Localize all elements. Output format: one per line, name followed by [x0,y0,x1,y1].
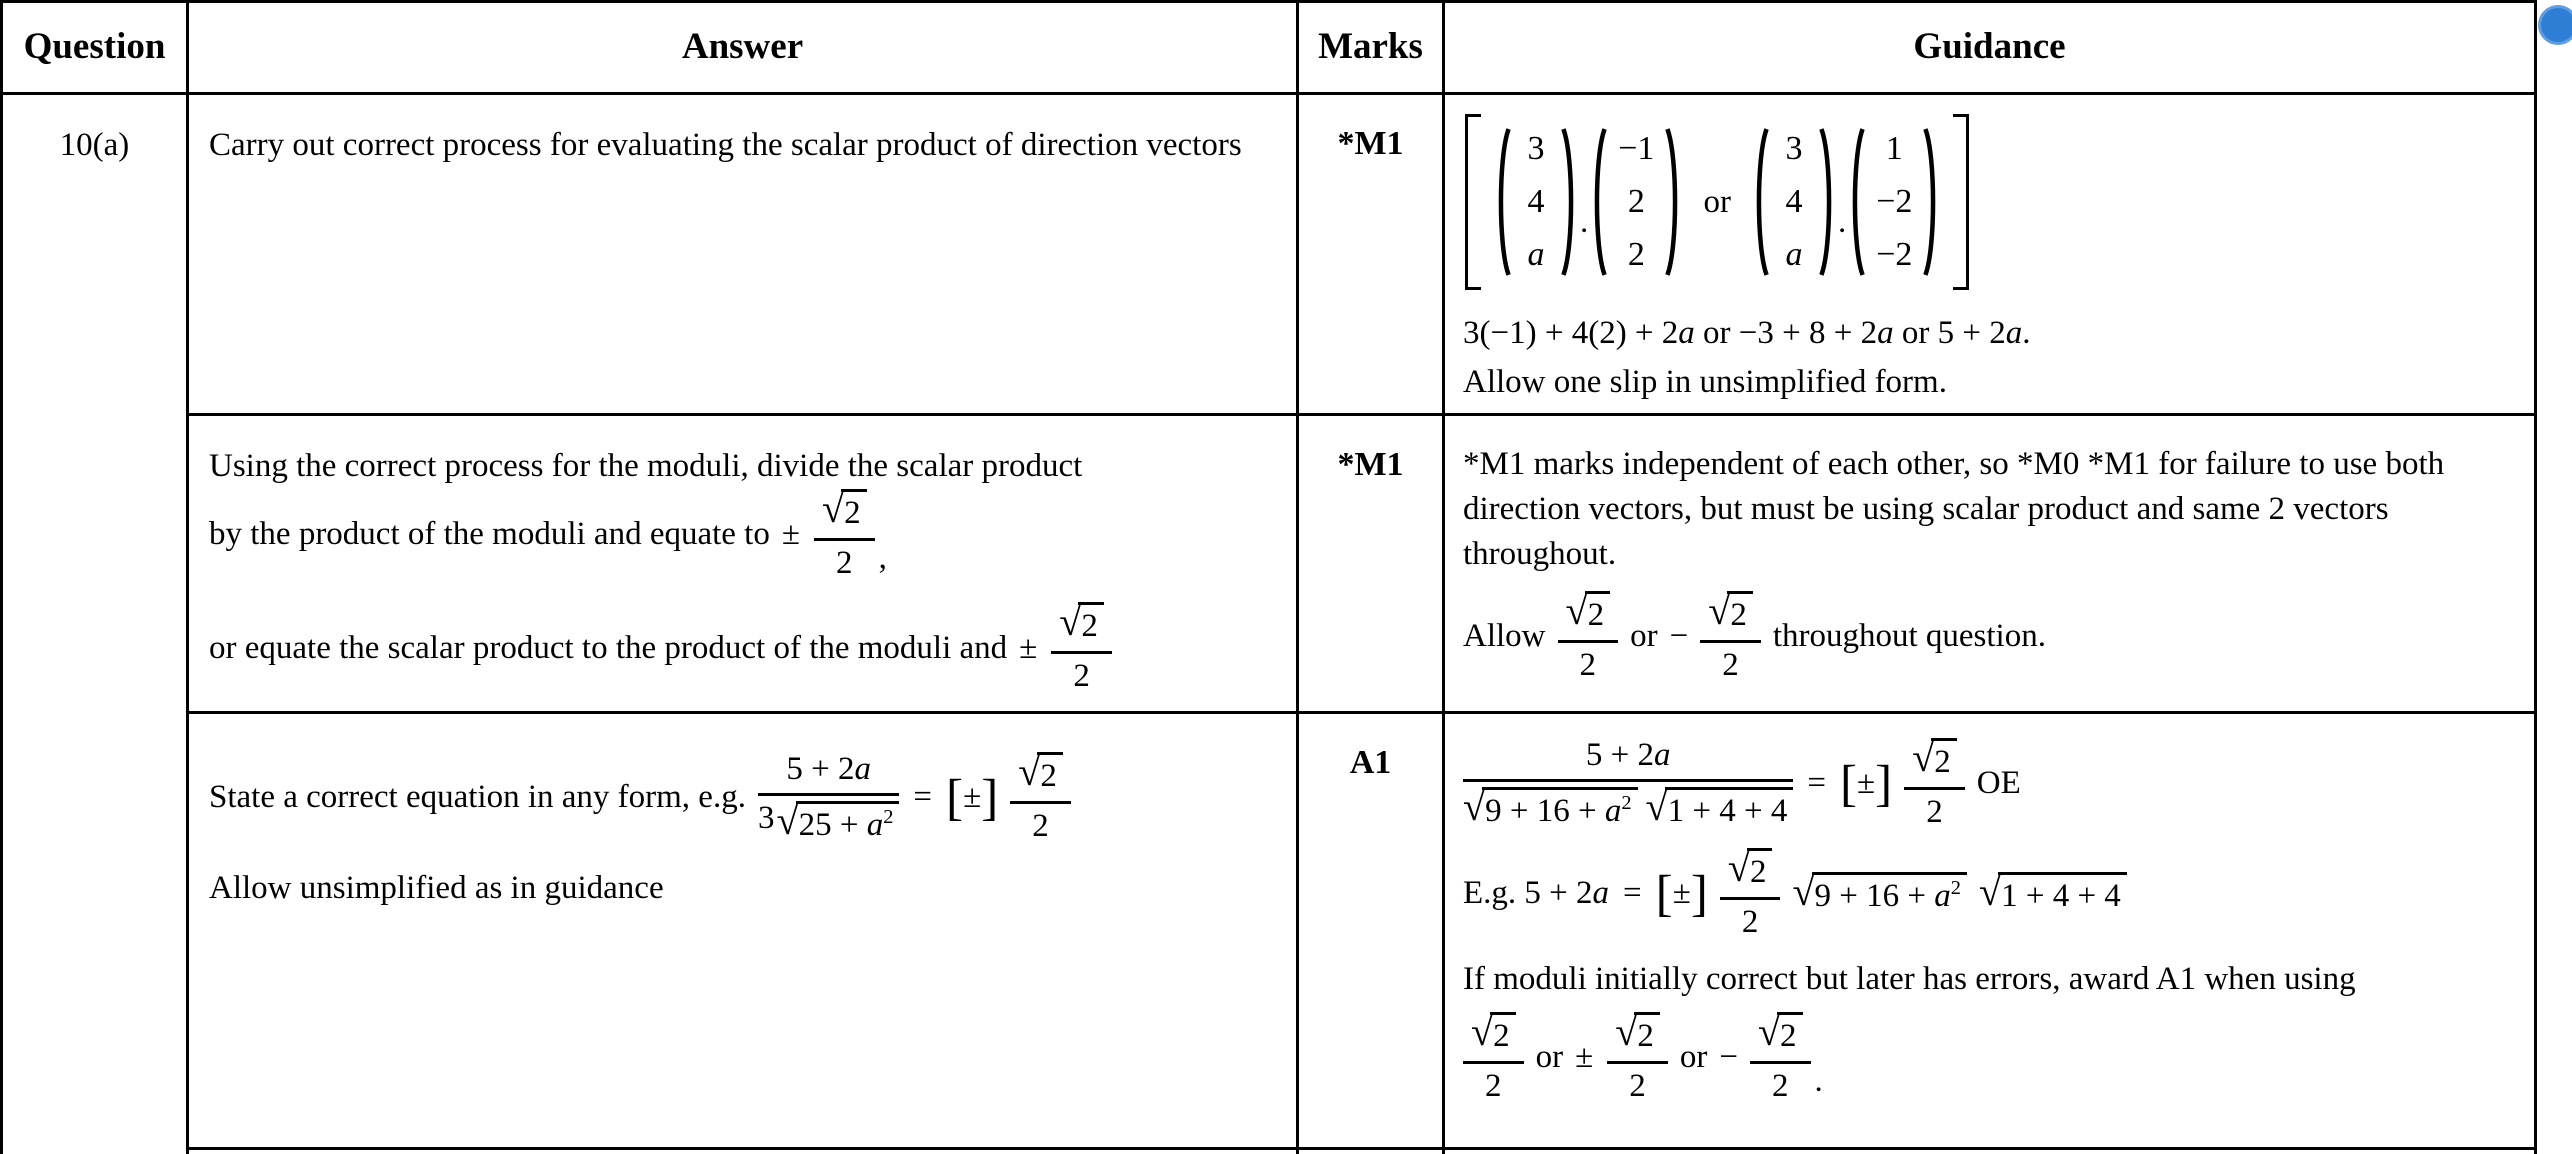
radicand: 2 [1490,1012,1516,1055]
vector-entry: a [1785,236,1803,273]
denominator: 2 [1926,793,1943,830]
radicand: 2 [1037,752,1063,795]
denominator: 2 [1741,903,1759,940]
optional-plus-minus [1655,864,1708,922]
sqrt-term [1792,868,1967,915]
math-part: a [866,806,884,843]
math-part: a [1934,877,1951,914]
equals-sign: = [1623,874,1642,911]
vector-entry: 2 [1627,236,1645,273]
vector-entries [1866,126,1922,278]
equals-sign: = [913,779,933,816]
row2-answer-cell [189,416,1299,714]
math-part: a [1592,874,1610,911]
radicand [1812,872,1967,915]
header-answer-label: Answer [681,26,804,68]
guidance-equation-1 [1463,735,2516,830]
period: . [1814,1062,1823,1099]
denominator: 2 [1032,807,1049,844]
row2-answer-line2 [209,485,1272,581]
bracket: [ [1840,755,1858,813]
vector-entries [1512,126,1560,278]
or-word: or [1630,617,1658,654]
vector-entry: a [1527,236,1545,273]
equation-fraction [1463,738,1793,830]
question-number: 10(a) [59,127,130,163]
radical-sign: √ [1792,868,1815,914]
exponent: 2 [1621,791,1632,814]
plus-minus-sign: ± [781,516,800,553]
right-paren-icon [1922,126,1939,278]
row3-marks-cell [1299,714,1445,1150]
vector-34a [1753,126,1835,278]
scalar-product-expression [1465,111,2516,293]
dot-product-1 [1495,126,1681,278]
sqrt2-over-2-fraction [1558,587,1619,683]
math-part: a [1877,315,1894,351]
radical-sign: √ [1471,1009,1494,1055]
header-answer [189,3,1299,95]
math-part: 9 + 16 + [1814,877,1935,914]
math-part: 3(−1) + 4(2) + 2 [1463,315,1679,351]
or-word: or [1535,1039,1564,1076]
plus-minus-sign: ± [1857,765,1876,802]
math-part: or 5 + 2 [1893,315,2006,351]
vector-entry: 4 [1785,183,1803,220]
minus-sign: − [1719,1039,1738,1076]
guidance-text: throughout question. [1772,617,2046,654]
right-square-bracket-icon [1953,114,1969,290]
left-paren-icon [1753,126,1770,278]
row1-mark-code: *M1 [1337,125,1404,162]
row1-answer-cell [189,95,1299,416]
header-marks-label: Marks [1318,26,1423,68]
optional-plus-minus [1840,755,1893,813]
numerator [758,752,899,796]
math-part: E.g. 5 + 2 [1463,874,1593,911]
row2-answer-line1: Using the correct process for the moduli, divide the scalar product [209,448,1083,484]
math-part: a [2005,315,2023,351]
radicand: 2 [1727,591,1753,634]
guidance-allow-line [1463,587,2516,683]
radical-sign: √ [1645,783,1668,829]
row1-marks-cell [1299,95,1445,416]
row3-mark-code: A1 [1349,744,1392,781]
vector-neg122 [1591,126,1681,278]
numerator [1463,738,1793,782]
row2-marks-cell [1299,416,1445,714]
bracket: [ [1655,864,1673,922]
vector-entry: 2 [1627,183,1645,220]
dot-product-2 [1753,126,1939,278]
plus-minus-sign: ± [1019,629,1038,666]
allow-note: Allow one slip in unsimplified form. [1463,363,1947,400]
sqrt2-over-2-fraction [814,485,875,581]
math-part: a [1678,315,1695,351]
radical-sign: √ [1059,599,1082,645]
row1-guidance-cell [1445,95,2534,416]
denominator: 2 [1485,1068,1502,1105]
vector-1neg2neg2 [1849,126,1939,278]
row3-answer-allow: Allow unsimplified as in guidance [209,869,664,906]
math-part: 9 + 16 + [1485,792,1605,829]
header-guidance [1445,3,2534,95]
denominator [1463,782,1793,830]
header-question-label: Question [23,26,166,68]
comma: , [878,539,887,576]
math-part: or −3 + 8 + 2 [1694,315,1878,351]
vector-entry: 3 [1785,130,1803,167]
sqrt-term [1978,868,2127,915]
right-paren-icon [1560,126,1577,278]
equation-fraction [758,752,899,844]
math-part: . [2022,315,2031,351]
radical-sign: √ [1565,587,1588,633]
exponent: 2 [1950,876,1961,899]
sqrt2-over-2-fraction [1051,599,1112,695]
radical-sign: √ [1018,749,1041,794]
left-paren-icon [1495,126,1512,278]
row3-guidance-cell [1445,714,2534,1150]
radical-sign: √ [1727,844,1750,890]
radical-sign: √ [1912,735,1935,780]
sqrt2-over-2-fraction [1904,735,1965,830]
vector-entry: 1 [1885,130,1903,167]
left-paren-icon [1849,126,1866,278]
optional-plus-minus [946,769,999,827]
dot-operator: . [1580,203,1589,240]
equals-sign: = [1807,765,1826,802]
math-part: a [854,751,871,787]
vector-34a [1495,126,1577,278]
row3-answer-cell [189,714,1299,1150]
sqrt2-over-2-fraction [1720,844,1781,940]
sqrt2-over-2-fraction [1607,1009,1668,1105]
radicand: 2 [1585,591,1611,634]
math-part: 3 [757,799,775,836]
radicand: 2 [1078,602,1104,645]
row2-guidance-cell [1445,416,2534,714]
next-row-guidance-cell [1445,1150,2534,1154]
row2-mark-code: *M1 [1337,446,1404,483]
denominator: 2 [1579,646,1597,683]
guidance-text: Allow [1463,617,1546,654]
minus-sign: − [1669,617,1689,654]
vector-entry: −2 [1876,183,1913,220]
radicand [796,801,900,844]
math-text [1463,871,1609,916]
vector-entries [1608,126,1664,278]
floating-widget-button[interactable] [2538,5,2572,45]
next-row-marks-cell [1299,1150,1445,1154]
expansion-line [1463,311,2516,356]
right-paren-icon [1664,126,1681,278]
or-word: or [1679,1039,1708,1076]
denominator: 2 [1771,1068,1789,1105]
vector-entry: −2 [1876,236,1913,273]
math-part: a [1654,737,1671,773]
answer-text: State a correct equation in any form, e.g. [209,779,746,816]
radical-sign: √ [1615,1009,1638,1055]
math-part: 25 + [798,806,867,843]
dot-operator: . [1837,203,1847,240]
math-part: 5 + 2 [786,751,855,787]
answer-text: or equate the scalar product to the product of the moduli and [209,629,1008,666]
plus-minus-sign: ± [963,779,982,816]
guidance-if-line: If moduli initially correct but later has errors, award A1 when using [1463,961,2356,998]
question-cell [3,95,189,1154]
bracket: ] [1875,755,1893,813]
radical-sign: √ [1978,868,2002,914]
bracket: ] [1690,864,1708,922]
vector-entries [1770,126,1818,278]
right-paren-icon [1818,126,1835,278]
left-square-bracket-icon [1465,114,1481,290]
radical-sign: √ [1708,587,1731,633]
denominator: 2 [1073,658,1090,695]
math-part: a [1604,792,1622,829]
radicand: 2 [841,489,867,532]
row3-answer-equation [209,749,1272,844]
bracket: ] [981,769,999,827]
guidance-equation-2 [1463,844,2516,940]
next-row-answer-cell [189,1150,1299,1154]
radical-sign: √ [821,485,845,531]
or-word: or [1703,183,1731,220]
header-marks [1299,3,1445,95]
bracket: [ [946,769,964,827]
radicand: 1 + 4 + 4 [1998,872,2127,915]
sqrt2-over-2-fraction [1700,587,1761,683]
radicand: 2 [1931,738,1957,781]
denominator: 2 [1722,646,1739,683]
sqrt2-over-2-fraction [1463,1009,1524,1105]
plus-minus-sign: ± [1672,874,1691,911]
header-guidance-label: Guidance [1913,26,2066,68]
guidance-fractions-line [1463,1009,2516,1105]
plus-minus-sign: ± [1575,1039,1594,1076]
vector-entry: 4 [1527,183,1545,220]
radicand: 2 [1634,1012,1660,1055]
sqrt2-over-2-fraction [1750,1009,1811,1105]
denominator: 2 [836,544,853,581]
answer-text: by the product of the moduli and equate to [209,516,770,553]
vector-entry: 3 [1527,130,1545,167]
exponent: 2 [883,805,894,828]
left-paren-icon [1591,126,1608,278]
radical-sign: √ [776,797,799,843]
radicand: 1 + 4 + 4 [1665,787,1794,830]
radical-sign: √ [1463,783,1486,829]
radicand: 2 [1777,1012,1803,1055]
row2-answer-line3 [209,599,1272,695]
math-part: 5 + 2 [1585,737,1654,773]
sqrt2-over-2-fraction [1010,749,1071,844]
vector-entry: −1 [1618,130,1655,167]
guidance-paragraph: *M1 marks independent of each other, so *M0 *M1 for failure to use both direction vectors, but must be using scalar product and same 2 vectors throughout. [1463,446,2445,572]
header-question [3,3,189,95]
denominator [758,796,899,844]
row1-answer-text: Carry out correct process for evaluating the scalar product of direction vectors [209,127,1242,163]
radicand: 2 [1747,848,1773,891]
radicand [1482,787,1637,830]
oe-label: OE [1976,765,2021,802]
radical-sign: √ [1757,1009,1781,1055]
denominator: 2 [1629,1068,1646,1105]
